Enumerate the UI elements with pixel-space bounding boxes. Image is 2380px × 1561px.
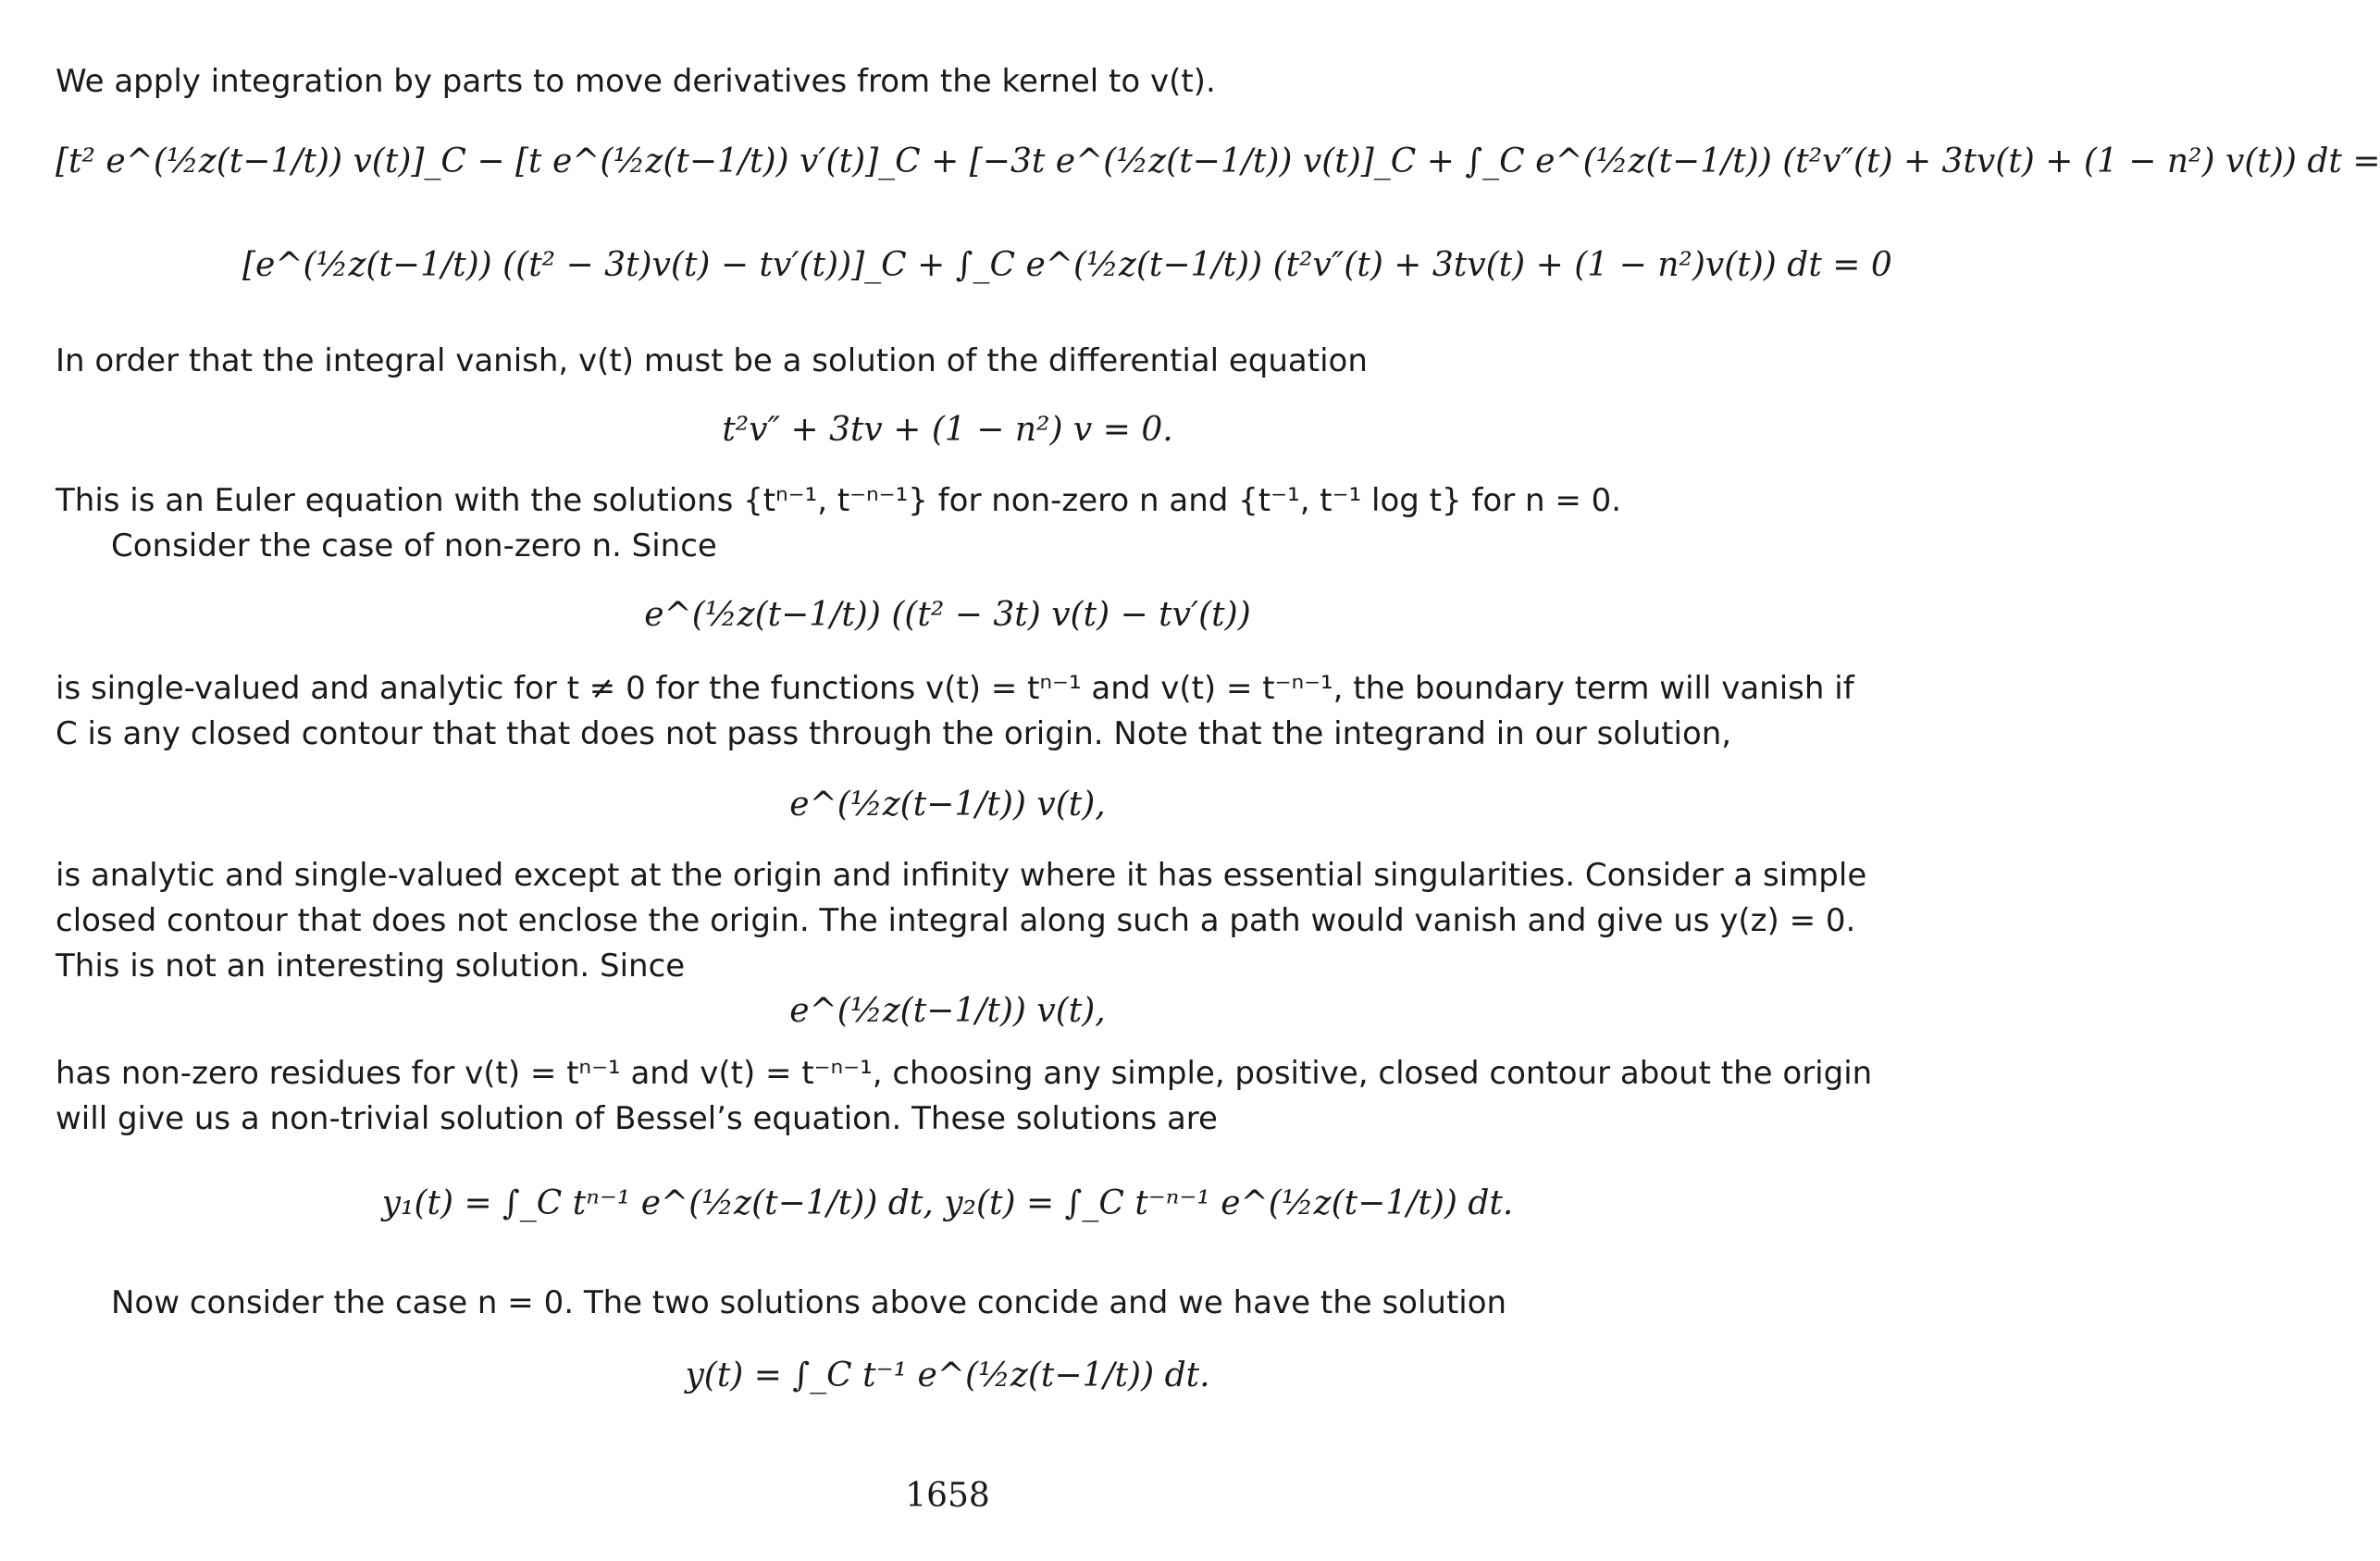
paragraph-integral-vanish: In order that the integral vanish, v(t) must be a solution of the differential equation	[56, 342, 1368, 379]
paragraph-euler-solutions: This is an Euler equation with the solutions {tⁿ⁻¹, t⁻ⁿ⁻¹} for non-zero n and {t⁻¹, t⁻¹ log t} for n = 0.	[56, 482, 1622, 519]
paragraph-single-valued: is single-valued and analytic for t ≠ 0 for the functions v(t) = tⁿ⁻¹ and v(t) = t⁻ⁿ⁻¹, the boundary term will vanish if	[56, 670, 1854, 707]
equation-boundary-and-integral: [e^(½z(t−1/t)) ((t² − 3t)v(t) − tv′(t))]_C + ∫_C e^(½z(t−1/t)) (t²v″(t) + 3tv(t) + (1 − n²)v(t)) dt = 0	[242, 246, 1892, 284]
paragraph-n-zero: Now consider the case n = 0. The two solutions above concide and we have the solution	[111, 1284, 1507, 1321]
equation-boundary-term: e^(½z(t−1/t)) ((t² − 3t) v(t) − tv′(t))	[644, 596, 1251, 634]
paragraph-no-enclose: closed contour that does not enclose the origin. The integral along such a path would vanish and give us y(z) = 0.	[56, 902, 1856, 939]
equation-euler: t²v″ + 3tv + (1 − n²) v = 0.	[722, 411, 1173, 449]
equation-bessel-solutions: y₁(t) = ∫_C tⁿ⁻¹ e^(½z(t−1/t)) dt, y₂(t) = ∫_C t⁻ⁿ⁻¹ e^(½z(t−1/t)) dt.	[381, 1184, 1514, 1222]
equation-integration-by-parts: [t² e^(½z(t−1/t)) v(t)]_C − [t e^(½z(t−1/t)) v′(t)]_C + [−3t e^(½z(t−1/t)) v(t)]_C + ∫_C e^(½z(t−1/t)) (t²v″(t) + 3tv(t) + (1 − n²) v(t)) dt =	[56, 142, 2380, 180]
paragraph-closed-contour: C is any closed contour that that does not pass through the origin. Note that the integrand in our solution,	[56, 715, 1732, 752]
paragraph-intro: We apply integration by parts to move derivatives from the kernel to v(t).	[56, 63, 1216, 100]
equation-integrand-residues: e^(½z(t−1/t)) v(t),	[789, 992, 1106, 1030]
paragraph-nonzero-n: Consider the case of non-zero n. Since	[111, 527, 717, 564]
paragraph-analytic: is analytic and single-valued except at the origin and infinity where it has essential singularities. Consider a simple	[56, 857, 1867, 894]
paragraph-not-interesting: This is not an interesting solution. Since	[56, 948, 686, 985]
paragraph-bessel: will give us a non-trivial solution of Bessel’s equation. These solutions are	[56, 1100, 1218, 1137]
equation-n-zero-solution: y(t) = ∫_C t⁻¹ e^(½z(t−1/t)) dt.	[685, 1357, 1210, 1394]
page-number: 1658	[905, 1477, 990, 1515]
paragraph-residues: has non-zero residues for v(t) = tⁿ⁻¹ and v(t) = t⁻ⁿ⁻¹, choosing any simple, positive, closed contour about the origin	[56, 1055, 1873, 1092]
equation-integrand: e^(½z(t−1/t)) v(t),	[789, 786, 1106, 824]
